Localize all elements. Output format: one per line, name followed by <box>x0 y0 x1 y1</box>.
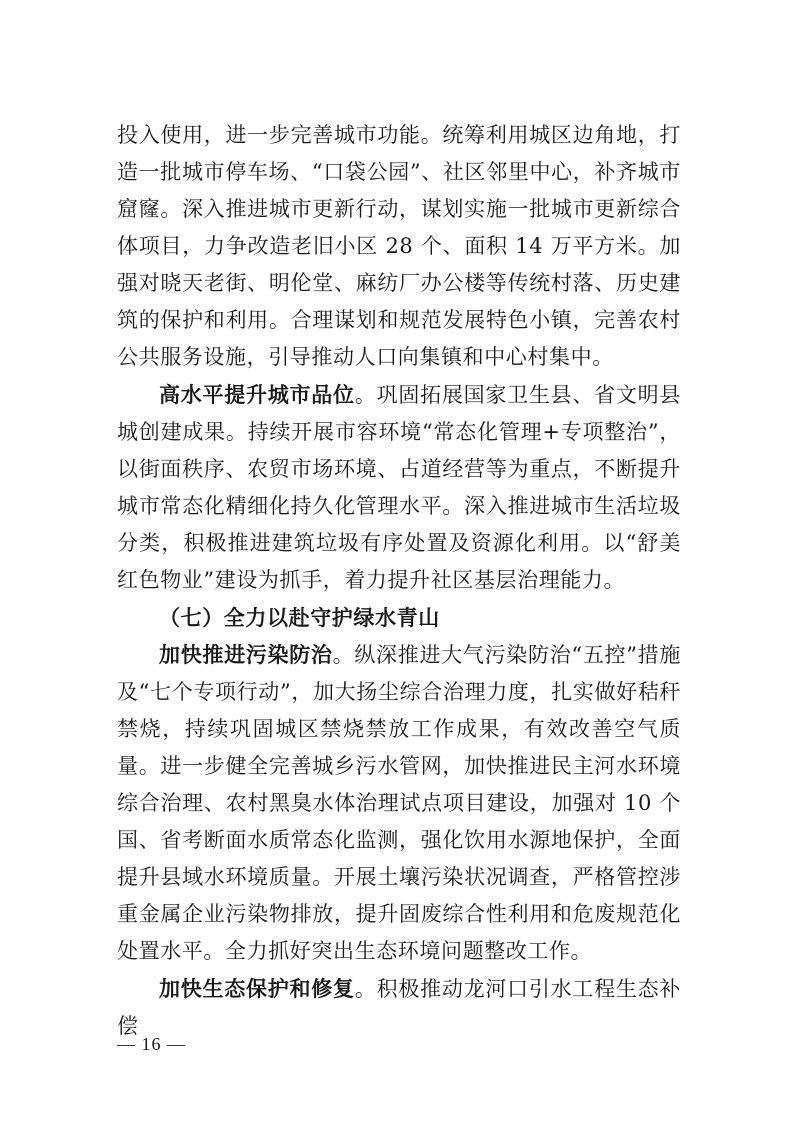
paragraph-lead-pollution-control: 加快推进污染防治 <box>159 642 333 667</box>
paragraph-body-city-quality: 。巩固拓展国家卫生县、省文明县城创建成果。持续开展市容环境“常态化管理+专项整治”，以街面秩序、农贸市场环境、占道经营等为重点，不断提升城市常态化精细化持久化管理水平。深入推进城市生活垃圾分类，积极推进建筑垃圾有序处置及资源化利用。以“舒美红色物业”建设为抓手，着力提升社区基层治理能力。 <box>117 383 681 592</box>
paragraph-body-ecological-protection: 。积极推动龙河口引水工程生态补偿 <box>117 977 681 1038</box>
paragraph-body-pollution-control: 。纵深推进大气污染防治“五控”措施及“七个专项行动”，加大扬尘综合治理力度，扎实做好秸秆禁烧，持续巩固城区禁烧禁放工作成果，有效改善空气质量。进一步健全完善城乡污水管网，加快推进民主河水环境综合治理、农村黑臭水体治理试点项目建设，加强对 10 个国、省考断面水质常态化监测，强化饮用水源地保护，全面提升县域水环境质量。开展土壤污染状况调查，严格管控涉重金属企业污染物排放，提升固废综合性利用和危废规范化处置水平。全力抓好突出生态环境问题整改工作。 <box>117 643 681 963</box>
document-body <box>117 117 681 1045</box>
paragraph-lead-city-quality: 高水平提升城市品位 <box>159 382 355 407</box>
page-number: — 16 — <box>117 1034 186 1054</box>
paragraph-city-quality <box>117 376 681 599</box>
paragraph-ecological-protection <box>117 970 681 1045</box>
paragraph-lead-ecological-protection: 加快生态保护和修复 <box>159 976 355 1001</box>
paragraph-pollution-control <box>117 636 681 970</box>
section-heading-green: （七）全力以赴守护绿水青山 <box>159 605 440 630</box>
paragraph-urban-renewal: 投入使用，进一步完善城市功能。统筹利用城区边角地，打造一批城市停车场、“口袋公园”、社区邻里中心，补齐城市窟窿。深入推进城市更新行动，谋划实施一批城市更新综合体项目，力争改造老旧小区 28 个、面积 14 万平方米。加强对晓天老街、明伦堂、麻纺厂办公楼等传统村落、历史建筑的保护和利用。合理谋划和规范发展特色小镇，完善农村公共服务设施，引导推动人口向集镇和中心村集中。 <box>117 123 681 369</box>
